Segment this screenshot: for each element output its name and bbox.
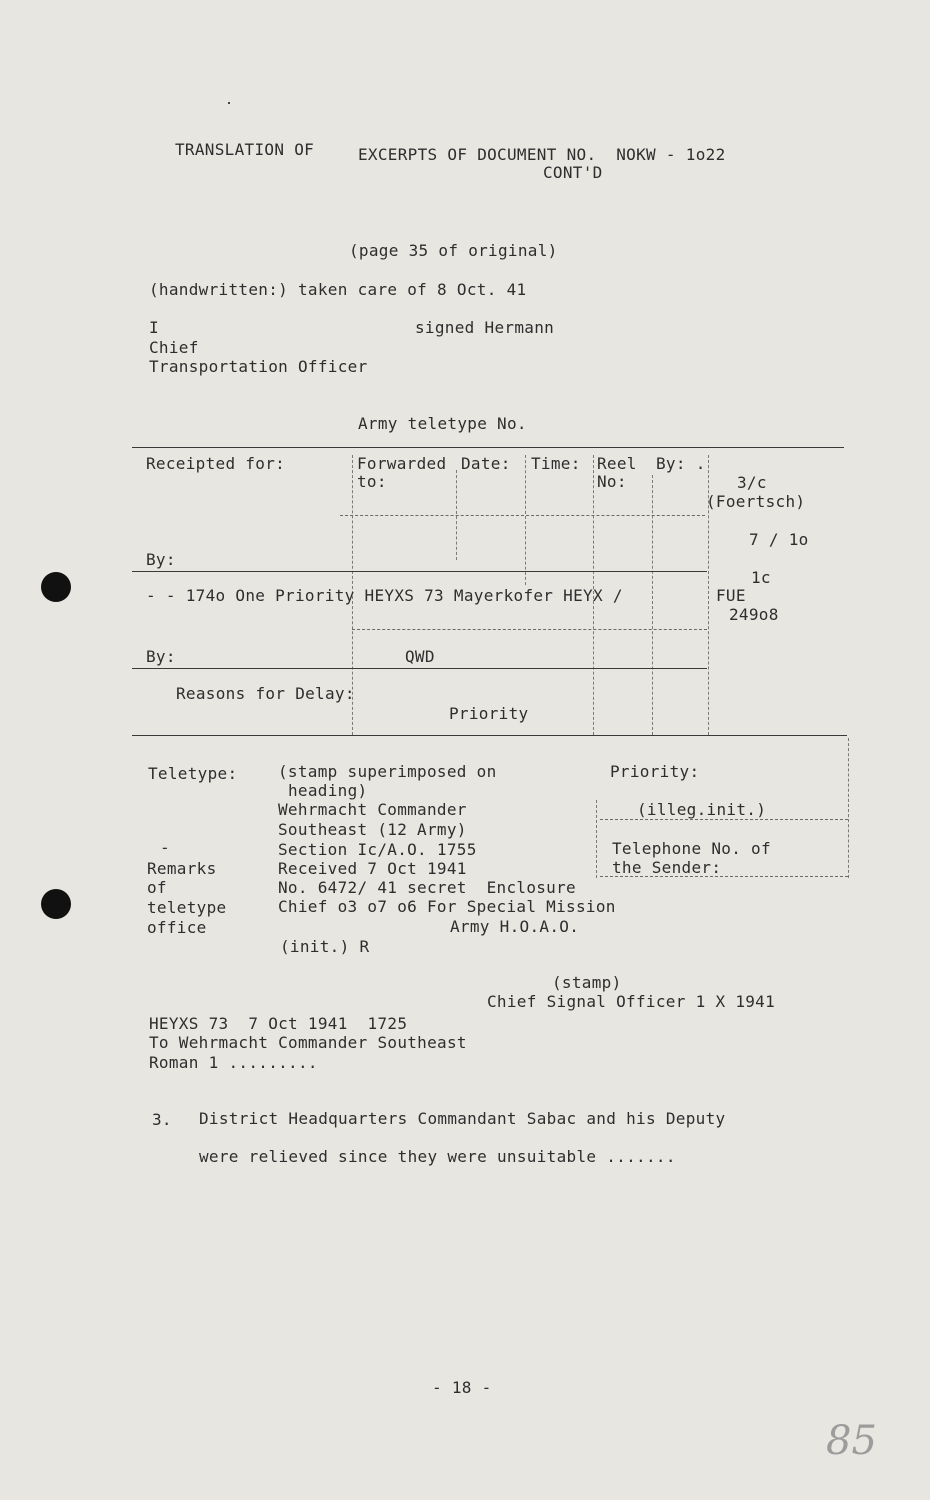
ink-speck: [228, 102, 230, 104]
block-inner-rule: [596, 800, 597, 878]
form-inner-rule: [340, 515, 705, 516]
time-label: Time:: [531, 454, 581, 473]
page-number: - 18 -: [432, 1378, 492, 1397]
roman-numeral: I: [149, 318, 159, 337]
page-reference: (page 35 of original): [349, 241, 558, 260]
stamp-line-2: heading): [288, 781, 368, 800]
title-right: EXCERPTS OF DOCUMENT NO. NOKW - 1o22: [358, 145, 726, 164]
side-note-4: 1c: [751, 568, 771, 587]
form-col-rule: [525, 455, 526, 585]
priority-mid-label: Priority: [449, 704, 529, 723]
remarks-line-4: office: [147, 918, 207, 937]
form-inner-rule: [352, 629, 707, 630]
phone-line-1: Telephone No. of: [612, 839, 771, 858]
received-line-7: Army H.O.A.O.: [450, 917, 580, 936]
chief-signal-officer: Chief Signal Officer 1 X 1941: [487, 992, 776, 1011]
received-line-3: Section Ic/A.O. 1755: [278, 840, 477, 859]
chief-label: Chief: [149, 338, 199, 357]
side-note-6: 249o8: [729, 605, 779, 624]
receipted-for-label: Receipted for:: [146, 454, 286, 473]
reel-label: Reel: [597, 454, 637, 473]
side-note-1: 3/c: [737, 473, 767, 492]
priority-label: Priority:: [610, 762, 700, 781]
side-note-2: (Foertsch): [706, 492, 806, 511]
message-line: - - 174o One Priority HEYXS 73 Mayerkofer HEYX /: [146, 586, 623, 605]
side-note-5: FUE: [716, 586, 746, 605]
received-line-2: Southeast (12 Army): [278, 820, 467, 839]
received-line-6: Chief o3 o7 o6 For Special Mission: [278, 897, 616, 916]
contd-label: CONT'D: [543, 163, 603, 182]
received-line-5: No. 6472/ 41 secret Enclosure: [278, 878, 576, 897]
footer-line-2: To Wehrmacht Commander Southeast: [149, 1033, 467, 1052]
forwarded-label: Forwarded: [357, 454, 447, 473]
teletype-label: Teletype:: [148, 764, 238, 783]
by-header-label: By: .: [656, 454, 706, 473]
no-label: No:: [597, 472, 627, 491]
handwritten-note: (handwritten:) taken care of 8 Oct. 41: [149, 280, 527, 299]
remarks-dash: -: [160, 838, 170, 857]
paragraph-number: 3.: [152, 1110, 172, 1129]
handwritten-page-number: 85: [826, 1418, 877, 1464]
illegible-initials: (illeg.init.): [637, 800, 767, 819]
illeg-rule: [600, 819, 848, 820]
phone-line-2: the Sender:: [612, 858, 722, 877]
stamp-line-1: (stamp superimposed on: [278, 762, 497, 781]
remarks-line-1: Remarks: [147, 859, 217, 878]
by-label-2: By:: [146, 647, 176, 666]
qwd-label: QWD: [405, 647, 435, 666]
phone-rule: [600, 876, 848, 877]
stamp-label: (stamp): [552, 973, 622, 992]
block-right-rule: [848, 738, 849, 878]
received-line-1: Wehrmacht Commander: [278, 800, 467, 819]
form-col-rule: [708, 455, 709, 735]
form-delay-rule: [132, 668, 707, 669]
remarks-line-3: teletype: [147, 898, 227, 917]
received-line-4: Received 7 Oct 1941: [278, 859, 467, 878]
form-col-rule: [652, 475, 653, 735]
title-left: TRANSLATION OF: [175, 140, 315, 159]
date-label: Date:: [461, 454, 511, 473]
transport-officer: Transportation Officer: [149, 357, 368, 376]
punch-hole-top: [41, 572, 71, 602]
signed-line: signed Hermann: [415, 318, 555, 337]
footer-line-3: Roman 1 .........: [149, 1053, 318, 1072]
form-title: Army teletype No.: [358, 414, 527, 433]
footer-line-1: HEYXS 73 7 Oct 1941 1725: [149, 1014, 408, 1033]
paragraph-line-2: were relieved since they were unsuitable .......: [199, 1147, 676, 1166]
remarks-line-2: of: [147, 878, 167, 897]
reasons-delay-label: Reasons for Delay:: [176, 684, 355, 703]
initials-line: (init.) R: [280, 937, 370, 956]
form-top-rule: [132, 447, 844, 448]
paragraph-line-1: District Headquarters Commandant Sabac and his Deputy: [199, 1109, 726, 1128]
form-by-rule: [132, 571, 707, 572]
to-label: to:: [357, 472, 387, 491]
form-bottom-rule: [132, 735, 847, 736]
punch-hole-bottom: [41, 889, 71, 919]
side-note-3: 7 / 1o: [749, 530, 809, 549]
by-label-1: By:: [146, 550, 176, 569]
